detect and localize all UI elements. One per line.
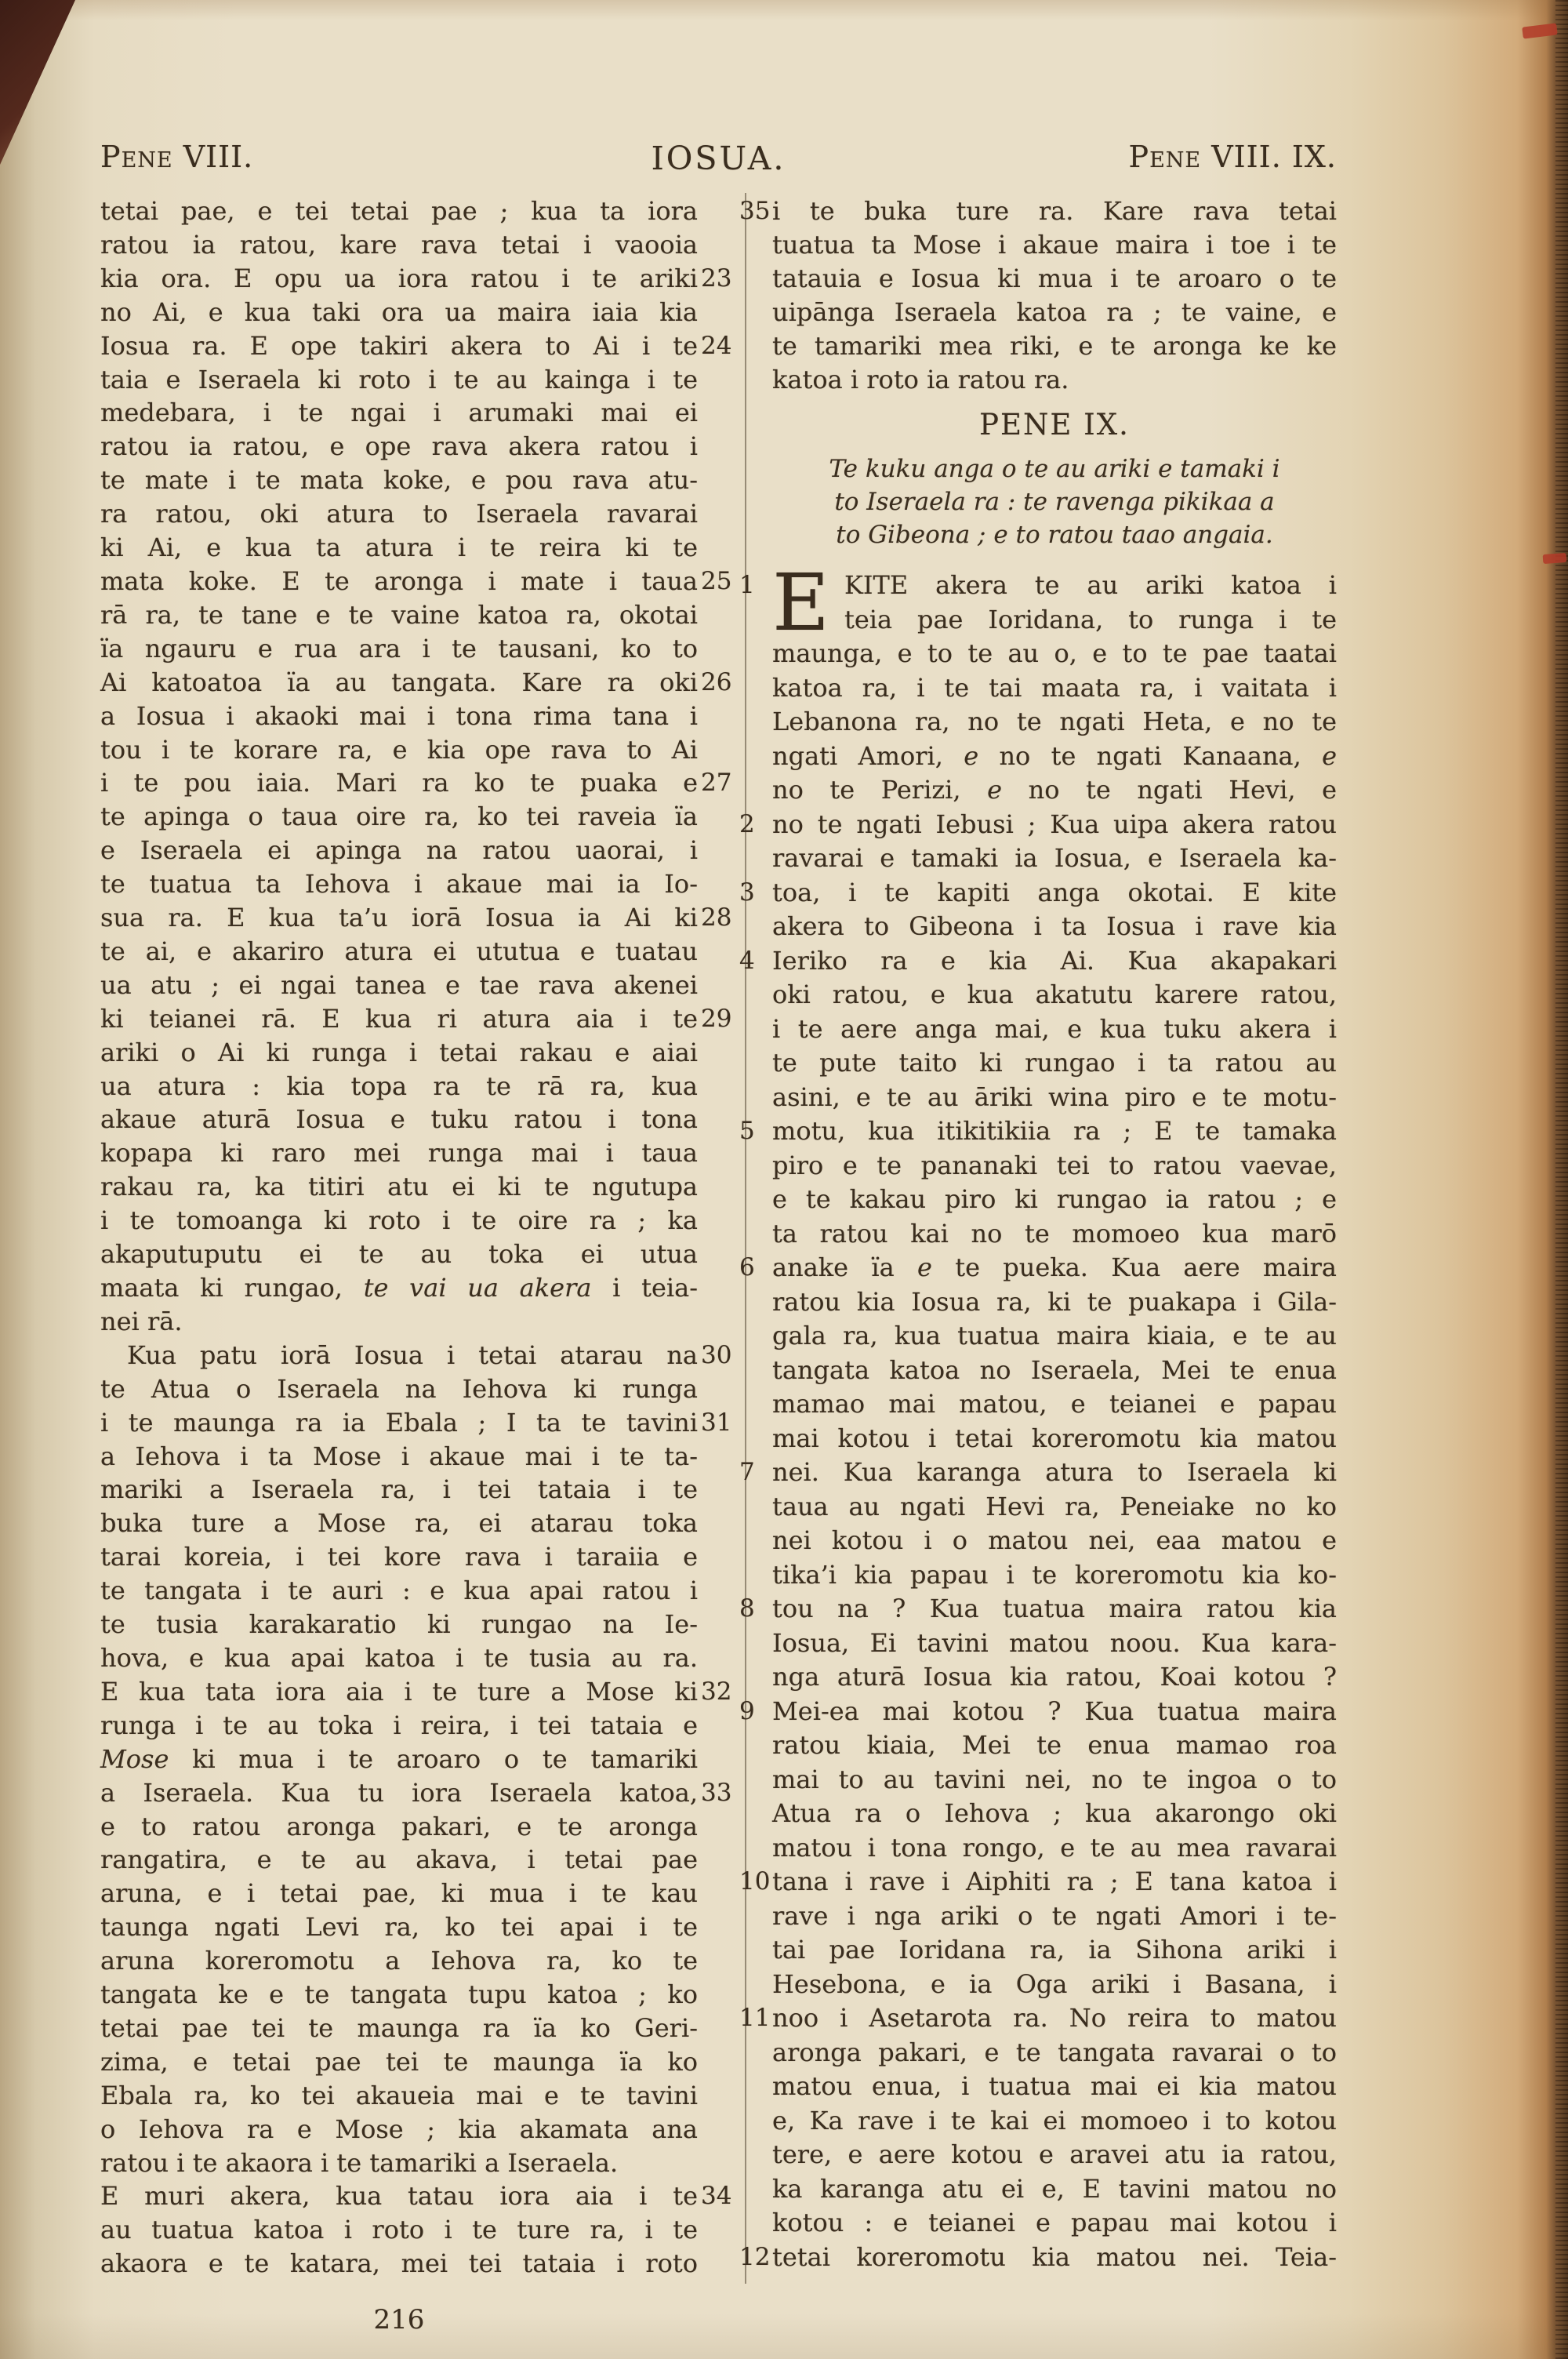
verse-number: 35 xyxy=(739,197,771,225)
verse-number: 12 xyxy=(739,2242,771,2271)
header-chapter-left: Pene VIII. xyxy=(100,140,254,174)
verse-number: 11 xyxy=(739,2004,771,2033)
text-line: ki teianei rā. E kua ri atura aia i te 29 xyxy=(100,1002,698,1036)
text-line: kia ora. E opu ua iora ratou i te ariki 23 xyxy=(100,262,698,296)
text-line: ua atura : kia topa ra te rā ra, kua xyxy=(100,1070,698,1101)
text-line: e to ratou aronga pakari, e te aronga xyxy=(100,1811,698,1841)
chapter-summary-line: Te kuku anga o te au ariki e tamaki i xyxy=(829,455,1280,484)
text-line: gala ra, kua tuatua maira kiaia, e te au xyxy=(772,1321,1337,1351)
text-line: zima, e tetai pae tei te maunga ïa ko xyxy=(100,2046,698,2077)
verse-number: 9 xyxy=(739,1696,755,1725)
text-line: i te tomoanga ki roto i te oire ra ; ka xyxy=(100,1205,698,1236)
verse-number: 27 xyxy=(701,769,732,798)
text-line: ratou kiaia, Mei te enua mamao roa xyxy=(772,1730,1337,1761)
verse-number: 4 xyxy=(739,946,755,975)
text-line: mariki a Iseraela ra, i tei tataia i te xyxy=(100,1474,698,1505)
text-line: akaputuputu ei te au toka ei utua xyxy=(100,1239,698,1270)
text-line: taia e Iseraela ki roto i te au kainga i te xyxy=(100,364,698,394)
text-line: ïa ngauru e rua ara i te tausani, ko to xyxy=(100,633,698,663)
text-line: anake ïa e te pueka. Kua aere maira 6 xyxy=(772,1251,1337,1285)
text-line: i te buka ture ra. Kare rava tetai 35 xyxy=(772,194,1337,228)
text-line: tuatua ta Mose i akaue maira i toe i te xyxy=(772,229,1337,260)
text-line: katoa i roto ia ratou ra. xyxy=(772,364,1069,394)
text-line: au tuatua katoa i roto i te ture ra, i te xyxy=(100,2215,698,2245)
verse-number: 24 xyxy=(701,331,732,360)
page-edge-stack xyxy=(1555,0,1568,2359)
text-line: e te kakau piro ki rungao ia ratou ; e xyxy=(772,1184,1337,1215)
text-line: toa, i te kapiti anga okotai. E kite 3 xyxy=(772,876,1337,911)
text-line: aruna, e i tetai pae, ki mua i te kau xyxy=(100,1878,698,1909)
text-line: tere, e aere kotou e aravei atu ia ratou, xyxy=(772,2139,1337,2170)
text-line: ariki o Ai ki runga i tetai rakau e aiai xyxy=(100,1037,698,1067)
verse-number: 2 xyxy=(739,809,755,838)
verse-number: 28 xyxy=(701,903,732,932)
text-line: a Iseraela. Kua tu iora Iseraela katoa, 33 xyxy=(100,1776,698,1810)
text-line: nei kotou i o matou nei, eaa matou e xyxy=(772,1525,1337,1556)
text-line: Hesebona, e ia Oga ariki i Basana, i xyxy=(772,1968,1337,1999)
text-line: buka ture a Mose ra, ei atarau toka xyxy=(100,1508,698,1539)
text-line: matou enua, i tuatua mai ei kia matou xyxy=(772,2071,1337,2102)
text-line: runga i te au toka i reira, i tei tataia e xyxy=(100,1710,698,1740)
header-book-title: IOSUA. xyxy=(651,140,786,177)
text-line: maata ki rungao, te vai ua akera i teia- xyxy=(100,1273,699,1303)
verse-number: 25 xyxy=(701,566,732,595)
book-cover-corner xyxy=(0,0,75,165)
text-line: ngati Amori, e no te ngati Kanaana, e xyxy=(772,740,1338,771)
text-line: te tusia karakaratio ki rungao na Ie- xyxy=(100,1609,698,1640)
text-line: tetai koreromotu kia matou nei. Teia- 12 xyxy=(772,2241,1337,2275)
text-line: taunga ngati Levi ra, ko tei apai i te xyxy=(100,1912,698,1943)
text-line: akera to Gibeona i ta Iosua i rave kia xyxy=(772,911,1337,942)
text-line: no te Perizi, e no te ngati Hevi, e xyxy=(772,775,1338,805)
chapter9-verses xyxy=(739,557,1338,2274)
text-line: nga aturā Iosua kia ratou, Koai kotou ? xyxy=(772,1662,1337,1692)
text-line: tarai koreia, i tei kore rava i taraiia e xyxy=(100,1542,698,1572)
text-line: i te aere anga mai, e kua tuku akera i xyxy=(772,1013,1337,1044)
text-line: ki Ai, e kua ta atura i te reira ki te xyxy=(100,533,698,563)
verse-number: 31 xyxy=(701,1408,732,1437)
verse-number: 32 xyxy=(701,1677,732,1706)
page-number: 216 xyxy=(373,2304,425,2335)
text-line: tatauia e Iosua ki mua i te aroaro o te xyxy=(772,263,1337,293)
text-line: asini, e te au āriki wina piro e te motu- xyxy=(772,1081,1337,1112)
text-line: no te ngati Iebusi ; Kua uipa akera ratou 2 xyxy=(772,808,1337,842)
text-line: ra ratou, oki atura to Iseraela ravarai xyxy=(100,499,698,529)
drop-cap-initial: E xyxy=(772,557,829,649)
text-line: rave i nga ariki o te ngati Amori i te- xyxy=(772,1900,1337,1931)
text-line: o Iehova ra e Mose ; kia akamata ana xyxy=(100,2114,698,2144)
text-line: tika’i kia papau i te koreromotu kia ko- xyxy=(772,1559,1337,1590)
verse-number: 3 xyxy=(739,878,755,907)
text-line: oki ratou, e kua akatutu karere ratou, xyxy=(772,980,1337,1010)
text-line: motu, kua itikitikiia ra ; E te tamaka 5 xyxy=(772,1114,1337,1149)
verse-number: 7 xyxy=(739,1458,755,1487)
text-line: ka karanga atu ei e, E tavini matou no xyxy=(772,2173,1337,2204)
text-line: ratou ia ratou, e ope rava akera ratou i xyxy=(100,431,698,462)
text-line: rā ra, te tane e te vaine katoa ra, okotai xyxy=(100,599,698,630)
text-line: te tuatua ta Iehova i akaue mai ia Io- xyxy=(100,869,698,900)
text-line: te apinga o taua oire ra, ko tei raveia ïa xyxy=(100,801,698,832)
text-line: medebara, i te ngai i arumaki mai ei xyxy=(100,398,698,428)
text-line: tou i te korare ra, e kia ope rava to Ai xyxy=(100,734,698,765)
text-line: ta ratou kai no te momoeo kua marō xyxy=(772,1218,1337,1249)
verse-number: 29 xyxy=(701,1004,732,1033)
header-chapter-right: Pene VIII. IX. xyxy=(1128,140,1337,174)
text-line: katoa ra, i te tai maata ra, i vaitata i xyxy=(772,672,1337,703)
text-line: Lebanona ra, no te ngati Heta, e no te xyxy=(772,707,1337,737)
text-line: hova, e kua apai katoa i te tusia au ra. xyxy=(100,1642,698,1673)
text-line: Ebala ra, ko tei akaueia mai e te tavini xyxy=(100,2080,698,2110)
text-line: tetai pae, e tei tetai pae ; kua ta iora xyxy=(100,196,698,226)
text-line: aruna koreromotu a Iehova ra, ko te xyxy=(100,1946,698,1976)
red-pencil-mark xyxy=(1522,23,1558,38)
text-line: kotou : e teianei e papau mai kotou i xyxy=(772,2208,1337,2238)
text-line: tangata katoa no Iseraela, Mei te enua xyxy=(772,1354,1337,1385)
right-text-column xyxy=(739,194,1338,2274)
text-line: te pute taito ki rungao i ta ratou au xyxy=(772,1048,1337,1078)
text-line: rakau ra, ka titiri atu ei ki te ngutupa xyxy=(100,1172,698,1202)
text-line: tou na ? Kua tuatua maira ratou kia 8 xyxy=(772,1592,1337,1627)
text-line: ratou kia Iosua ra, ki te puakapa i Gila- xyxy=(772,1286,1337,1317)
text-line: mamao mai matou, e teianei e papau xyxy=(772,1389,1337,1419)
text-line: E kua tata iora aia i te ture a Mose ki 32 xyxy=(100,1675,698,1709)
text-line: a Iosua i akaoki mai i tona rima tana i xyxy=(100,700,698,731)
text-line: nei. Kua karanga atura to Iseraela ki 7 xyxy=(772,1456,1337,1490)
text-line: tana i rave i Aiphiti ra ; E tana katoa i 10 xyxy=(772,1865,1337,1899)
text-line: tai pae Ioridana ra, ia Sihona ariki i xyxy=(772,1935,1337,1965)
verse-number: 34 xyxy=(701,2182,732,2211)
verse-number: 26 xyxy=(701,667,732,696)
verse-number: 10 xyxy=(739,1867,771,1896)
text-line: teia pae Ioridana, to runga i te xyxy=(844,604,1337,634)
text-line: aronga pakari, e te tangata ravarai o to xyxy=(772,2037,1337,2067)
text-line: mai kotou i tetai koreromotu kia matou xyxy=(772,1423,1337,1453)
text-line: Ai katoatoa ïa au tangata. Kare ra oki 26 xyxy=(100,666,698,700)
text-line: piro e te pananaki tei to ratou vaevae, xyxy=(772,1150,1337,1180)
chapter-summary-line: to Gibeona ; e to ratou taao angaia. xyxy=(836,521,1273,550)
chapter-heading: PENE IX. xyxy=(979,408,1130,442)
text-line: matou i tona rongo, e te au mea ravarai xyxy=(772,1832,1337,1863)
text-line: e, Ka rave i te kai ei momoeo i to kotou xyxy=(772,2105,1337,2135)
red-pencil-mark xyxy=(1543,553,1567,564)
text-line: ratou i te akaora i te tamariki a Iseraela. xyxy=(100,2147,619,2178)
text-line: akaue aturā Iosua e tuku ratou i tona xyxy=(100,1104,698,1135)
text-line: noo i Asetarota ra. No reira to matou 11 xyxy=(772,2001,1337,2036)
text-line: ua atu ; ei ngai tanea e tae rava akenei xyxy=(100,969,698,1000)
text-line: tetai pae tei te maunga ra ïa ko Geri- xyxy=(100,2012,698,2043)
text-line: ratou ia ratou, kare rava tetai i vaooia xyxy=(100,229,698,260)
text-line: te tangata i te auri : e kua apai ratou i xyxy=(100,1576,698,1606)
text-line: no Ai, e kua taki ora ua maira iaia kia xyxy=(100,296,698,327)
text-line: Kua patu iorā Iosua i tetai atarau na 30 xyxy=(100,1339,698,1372)
text-line: Mei-ea mai kotou ? Kua tuatua maira 9 xyxy=(772,1695,1337,1729)
text-line: Iosua, Ei tavini matou noou. Kua kara- xyxy=(772,1627,1337,1658)
text-line: ravarai e tamaki ia Iosua, e Iseraela ka- xyxy=(772,843,1337,874)
text-line: KITE akera te au ariki katoa i 1 xyxy=(772,569,1337,603)
text-line: a Iehova i ta Mose i akaue mai i te ta- xyxy=(100,1441,698,1471)
text-line: Iosua ra. E ope takiri akera to Ai i te 24 xyxy=(100,329,698,363)
verse-number: 23 xyxy=(701,264,732,293)
chapter8-ending-lines xyxy=(739,194,1337,396)
text-line: Atua ra o Iehova ; kua akarongo oki xyxy=(772,1798,1337,1829)
text-line: kopapa ki raro mei runga mai i taua xyxy=(100,1138,698,1169)
verse-number: 1 xyxy=(739,571,755,600)
verse-number: 8 xyxy=(739,1594,755,1623)
chapter-summary xyxy=(772,453,1337,551)
text-line: i te maunga ra ia Ebala ; I ta te tavini 31 xyxy=(100,1406,698,1440)
verse-number: 30 xyxy=(701,1340,732,1369)
text-line: Ieriko ra e kia Ai. Kua akapakari 4 xyxy=(772,944,1337,979)
text-line: tangata ke e te tangata tupu katoa ; ko xyxy=(100,1979,698,2010)
text-line: te mate i te mata koke, e pou rava atu- xyxy=(100,465,698,496)
text-line: e Iseraela ei apinga na ratou uaorai, i xyxy=(100,835,698,866)
text-line: te Atua o Iseraela na Iehova ki runga xyxy=(100,1373,698,1404)
text-line: te tamariki mea riki, e te aronga ke ke xyxy=(772,330,1337,361)
text-line: Mose ki mua i te aroaro o te tamariki xyxy=(100,1743,698,1774)
text-line: i te pou iaia. Mari ra ko te puaka e 27 xyxy=(100,766,698,800)
text-line: rangatira, e te au akava, i tetai pae xyxy=(100,1845,698,1875)
text-line: sua ra. E kua ta’u iorā Iosua ia Ai ki 28 xyxy=(100,901,698,935)
text-line: akaora e te katara, mei tei tataia i roto xyxy=(100,2248,698,2279)
text-line: E muri akera, kua tatau iora aia i te 34 xyxy=(100,2179,698,2213)
column-divider-rule xyxy=(745,193,746,2284)
text-line: maunga, e to te au o, e to te pae taatai xyxy=(772,638,1337,669)
text-line: uipānga Iseraela katoa ra ; te vaine, e xyxy=(772,296,1337,327)
text-line: mata koke. E te aronga i mate i taua 25 xyxy=(100,565,698,598)
left-text-column xyxy=(100,194,732,2281)
text-line: nei rā. xyxy=(100,1306,183,1336)
verse-number: 6 xyxy=(739,1253,755,1282)
text-line: te ai, e akariro atura ei ututua e tuatau xyxy=(100,936,698,966)
verse-number: 5 xyxy=(739,1117,755,1146)
text-line: mai to au tavini nei, no te ingoa o to xyxy=(772,1764,1337,1794)
chapter-summary-line: to Iseraela ra : te ravenga pikikaa a xyxy=(834,488,1275,517)
verse-number: 33 xyxy=(701,1778,732,1807)
text-line: taua au ngati Hevi ra, Peneiake no ko xyxy=(772,1491,1337,1521)
